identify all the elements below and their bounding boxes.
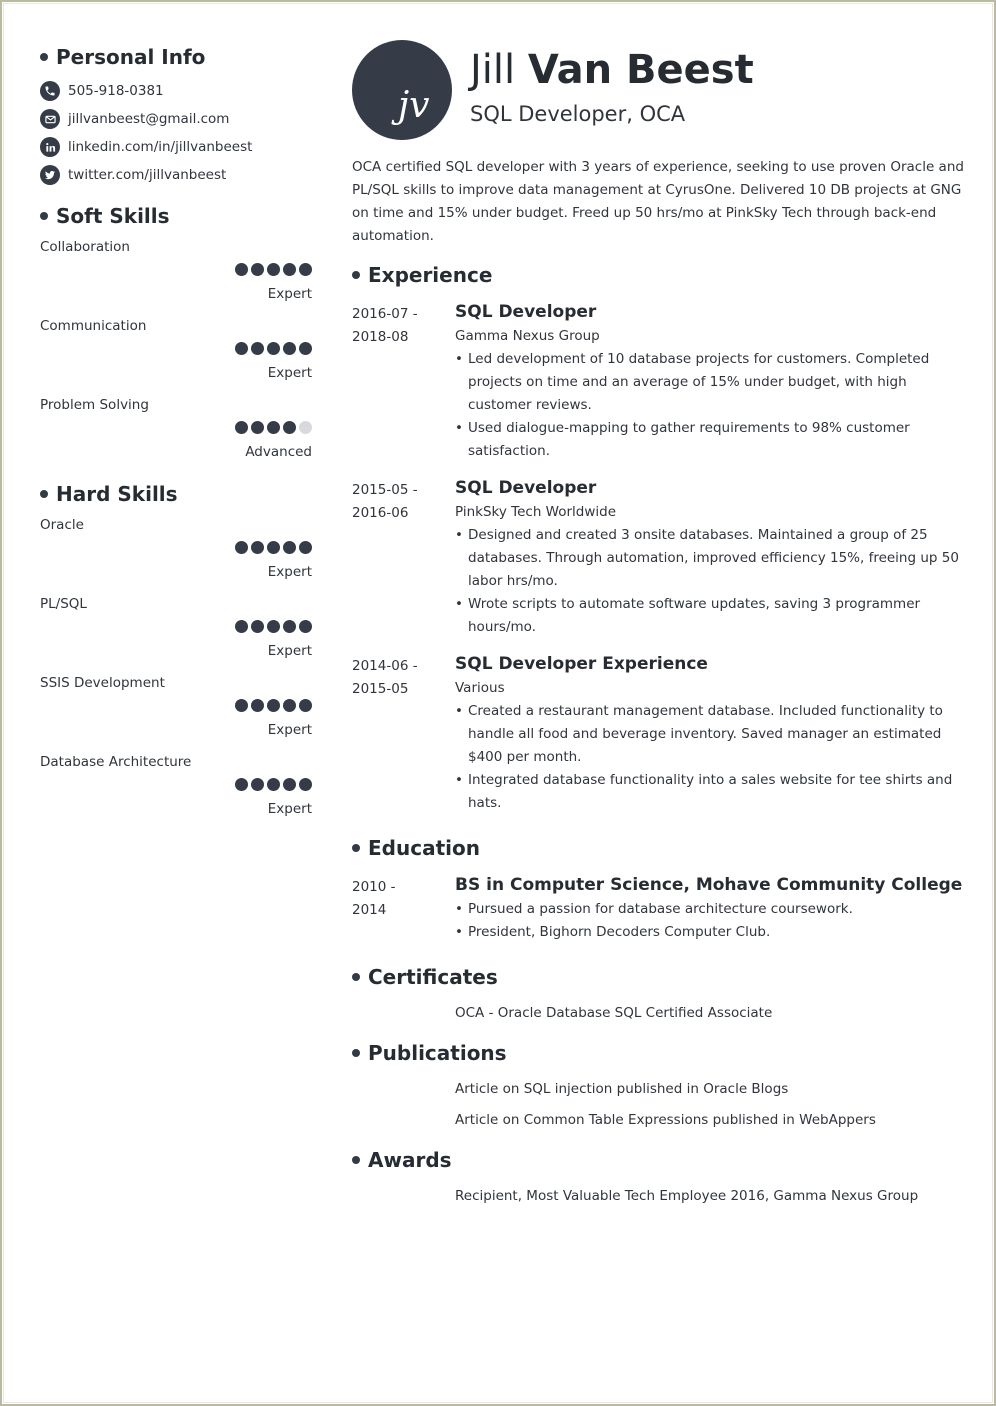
twitter-text: twitter.com/jillvanbeest [68, 167, 227, 183]
rating-dot-filled [283, 699, 296, 712]
entry-org: Various [455, 680, 505, 696]
skill-level: Expert [267, 365, 312, 381]
publications-title: Publications [368, 1041, 507, 1065]
skill-level: Expert [267, 722, 312, 738]
entry-date-end: 2016-06 [352, 505, 409, 521]
heading-bullet-icon [40, 212, 48, 220]
entry-bullets [455, 898, 964, 944]
rating-dot-filled [235, 263, 248, 276]
soft-skills-title: Soft Skills [56, 204, 170, 228]
rating-dot-filled [299, 263, 312, 276]
skill-rating [232, 620, 312, 633]
rating-dot-filled [235, 342, 248, 355]
heading-bullet-icon [352, 271, 360, 279]
skill-level: Advanced [245, 444, 312, 460]
rating-dot-filled [251, 263, 264, 276]
heading-bullet-icon [352, 973, 360, 981]
entry-bullets [455, 524, 964, 639]
twitter-icon [40, 165, 60, 185]
entry-date [352, 876, 442, 922]
skill-item [40, 318, 312, 397]
entry-bullet: • Led development of 10 database projects for customers. Completed projects on time and an average of 15% under budget, with high customer reviews. [455, 348, 964, 417]
skill-rating [232, 263, 312, 276]
first-name: Jill [470, 47, 516, 93]
skill-rating [232, 778, 312, 791]
awards-title: Awards [368, 1148, 452, 1172]
skill-name: Database Architecture [40, 754, 192, 770]
entry-date-end: 2015-05 [352, 681, 409, 697]
job-title: SQL Developer, OCA [470, 102, 686, 126]
rating-dot-filled [267, 778, 280, 791]
awards-heading [352, 1145, 452, 1175]
rating-dot-filled [267, 421, 280, 434]
rating-dot-filled [283, 778, 296, 791]
skill-level: Expert [267, 564, 312, 580]
phone-text: 505-918-0381 [68, 83, 164, 99]
hard-skills-heading [40, 479, 312, 509]
entry-body [455, 655, 964, 815]
skill-name: Problem Solving [40, 397, 149, 413]
rating-dot-filled [267, 541, 280, 554]
resume-header [352, 40, 964, 150]
entry-date [352, 303, 442, 349]
contact-twitter[interactable] [40, 161, 312, 189]
publication-item: Article on Common Table Expressions published in WebAppers [455, 1112, 876, 1128]
publications-heading [352, 1038, 507, 1068]
rating-dot-filled [235, 778, 248, 791]
rating-dot-filled [283, 541, 296, 554]
rating-dot-filled [267, 342, 280, 355]
rating-dot-filled [299, 778, 312, 791]
phone-icon [40, 81, 60, 101]
rating-dot-filled [251, 778, 264, 791]
rating-dot-filled [299, 620, 312, 633]
entry-bullet: • Integrated database functionality into a sales website for tee shirts and hats. [455, 769, 964, 815]
entry-date-start: 2015-05 - [352, 482, 418, 498]
avatar [352, 40, 452, 140]
rating-dot-filled [235, 421, 248, 434]
skill-rating [232, 421, 312, 434]
entry-bullet: • President, Bighorn Decoders Computer Club. [455, 921, 964, 944]
skill-item [40, 397, 312, 476]
entry-date-end: 2018-08 [352, 329, 409, 345]
linkedin-text: linkedin.com/in/jillvanbeest [68, 139, 253, 155]
entry-bullet: • Wrote scripts to automate software updates, saving 3 programmer hours/mo. [455, 593, 964, 639]
skill-level: Expert [267, 286, 312, 302]
contact-phone[interactable] [40, 77, 312, 105]
skill-rating [232, 541, 312, 554]
rating-dot-filled [251, 342, 264, 355]
email-icon [40, 109, 60, 129]
rating-dot-filled [283, 263, 296, 276]
skill-name: Collaboration [40, 239, 130, 255]
skill-level: Expert [267, 643, 312, 659]
entry-org: Gamma Nexus Group [455, 328, 600, 344]
rating-dot-filled [251, 620, 264, 633]
skill-name: Communication [40, 318, 147, 334]
heading-bullet-icon [40, 53, 48, 61]
entry-date-end: 2014 [352, 902, 387, 918]
soft-skills-heading [40, 201, 312, 231]
rating-dot-filled [251, 421, 264, 434]
contact-list [40, 77, 312, 189]
rating-dot-filled [235, 699, 248, 712]
education-title: Education [368, 836, 480, 860]
entry-body [455, 303, 964, 463]
entry-bullet: • Pursued a passion for database architecture coursework. [455, 898, 964, 921]
heading-bullet-icon [40, 490, 48, 498]
entry-role: SQL Developer [455, 478, 597, 498]
avatar-initials: jv [398, 85, 430, 126]
rating-dot-filled [235, 541, 248, 554]
rating-dot-filled [283, 620, 296, 633]
entry-date-start: 2016-07 - [352, 306, 418, 322]
skill-rating [232, 342, 312, 355]
skill-item [40, 596, 312, 675]
entry-role: SQL Developer Experience [455, 654, 708, 674]
personal-info-title: Personal Info [56, 45, 206, 69]
skill-name: PL/SQL [40, 596, 87, 612]
entry-date [352, 655, 442, 701]
soft-skills-list [40, 239, 312, 476]
experience-title: Experience [368, 263, 493, 287]
rating-dot-filled [251, 541, 264, 554]
entry-bullet: • Used dialogue-mapping to gather requirements to 98% customer satisfaction. [455, 417, 964, 463]
skill-item [40, 675, 312, 754]
award-item: Recipient, Most Valuable Tech Employee 2016, Gamma Nexus Group [455, 1188, 919, 1204]
entry-role: SQL Developer [455, 302, 597, 322]
skill-item [40, 754, 312, 833]
certificates-heading [352, 962, 498, 992]
entry-org: PinkSky Tech Worldwide [455, 504, 617, 520]
skill-item [40, 517, 312, 596]
entry-body [455, 876, 964, 944]
contact-email[interactable] [40, 105, 312, 133]
hard-skills-title: Hard Skills [56, 482, 178, 506]
rating-dot-filled [267, 620, 280, 633]
contact-linkedin[interactable] [40, 133, 312, 161]
heading-bullet-icon [352, 1049, 360, 1057]
publication-item: Article on SQL injection published in Oracle Blogs [455, 1081, 789, 1097]
skill-name: SSIS Development [40, 675, 165, 691]
rating-dot-filled [283, 421, 296, 434]
rating-dot-empty [299, 421, 312, 434]
certificates-title: Certificates [368, 965, 498, 989]
rating-dot-filled [299, 699, 312, 712]
entry-bullet: • Created a restaurant management database. Included functionality to handle all food and beverage inventory. Saved manager an estimated $400 per month. [455, 700, 964, 769]
rating-dot-filled [267, 699, 280, 712]
entry-date [352, 479, 442, 525]
education-heading [352, 833, 480, 863]
heading-bullet-icon [352, 1156, 360, 1164]
skill-name: Oracle [40, 517, 84, 533]
rating-dot-filled [299, 541, 312, 554]
entry-date-start: 2010 - [352, 879, 396, 895]
rating-dot-filled [235, 620, 248, 633]
entry-degree: BS in Computer Science, Mohave Community College [455, 875, 963, 895]
linkedin-icon [40, 137, 60, 157]
sidebar [40, 42, 312, 833]
last-name: Van Beest [527, 47, 754, 93]
experience-heading [352, 260, 492, 290]
entry-bullets [455, 348, 964, 463]
skill-level: Expert [267, 801, 312, 817]
entry-bullets [455, 700, 964, 815]
rating-dot-filled [283, 342, 296, 355]
heading-bullet-icon [352, 844, 360, 852]
summary-text: OCA certified SQL developer with 3 years of experience, seeking to use proven Oracle and PL/SQL skills to improve data management at CyrusOne. Delivered 10 DB projects at GNG on time and 15% under budget. Freed up 50 hrs/mo at PinkSky Tech through back-end automation. [352, 159, 964, 244]
entry-date-start: 2014-06 - [352, 658, 418, 674]
rating-dot-filled [299, 342, 312, 355]
entry-bullet: • Designed and created 3 onsite databases. Maintained a group of 25 databases. Through automation, improved efficiency 15%, freeing up 50 labor hrs/mo. [455, 524, 964, 593]
rating-dot-filled [251, 699, 264, 712]
skill-rating [232, 699, 312, 712]
main-content [352, 40, 964, 1204]
email-text: jillvanbeest@gmail.com [68, 111, 230, 127]
skill-item [40, 239, 312, 318]
entry-body [455, 479, 964, 639]
person-name [470, 46, 754, 94]
rating-dot-filled [267, 263, 280, 276]
personal-info-heading [40, 42, 312, 72]
hard-skills-list [40, 517, 312, 833]
certificate-item: OCA - Oracle Database SQL Certified Associate [455, 1005, 773, 1021]
